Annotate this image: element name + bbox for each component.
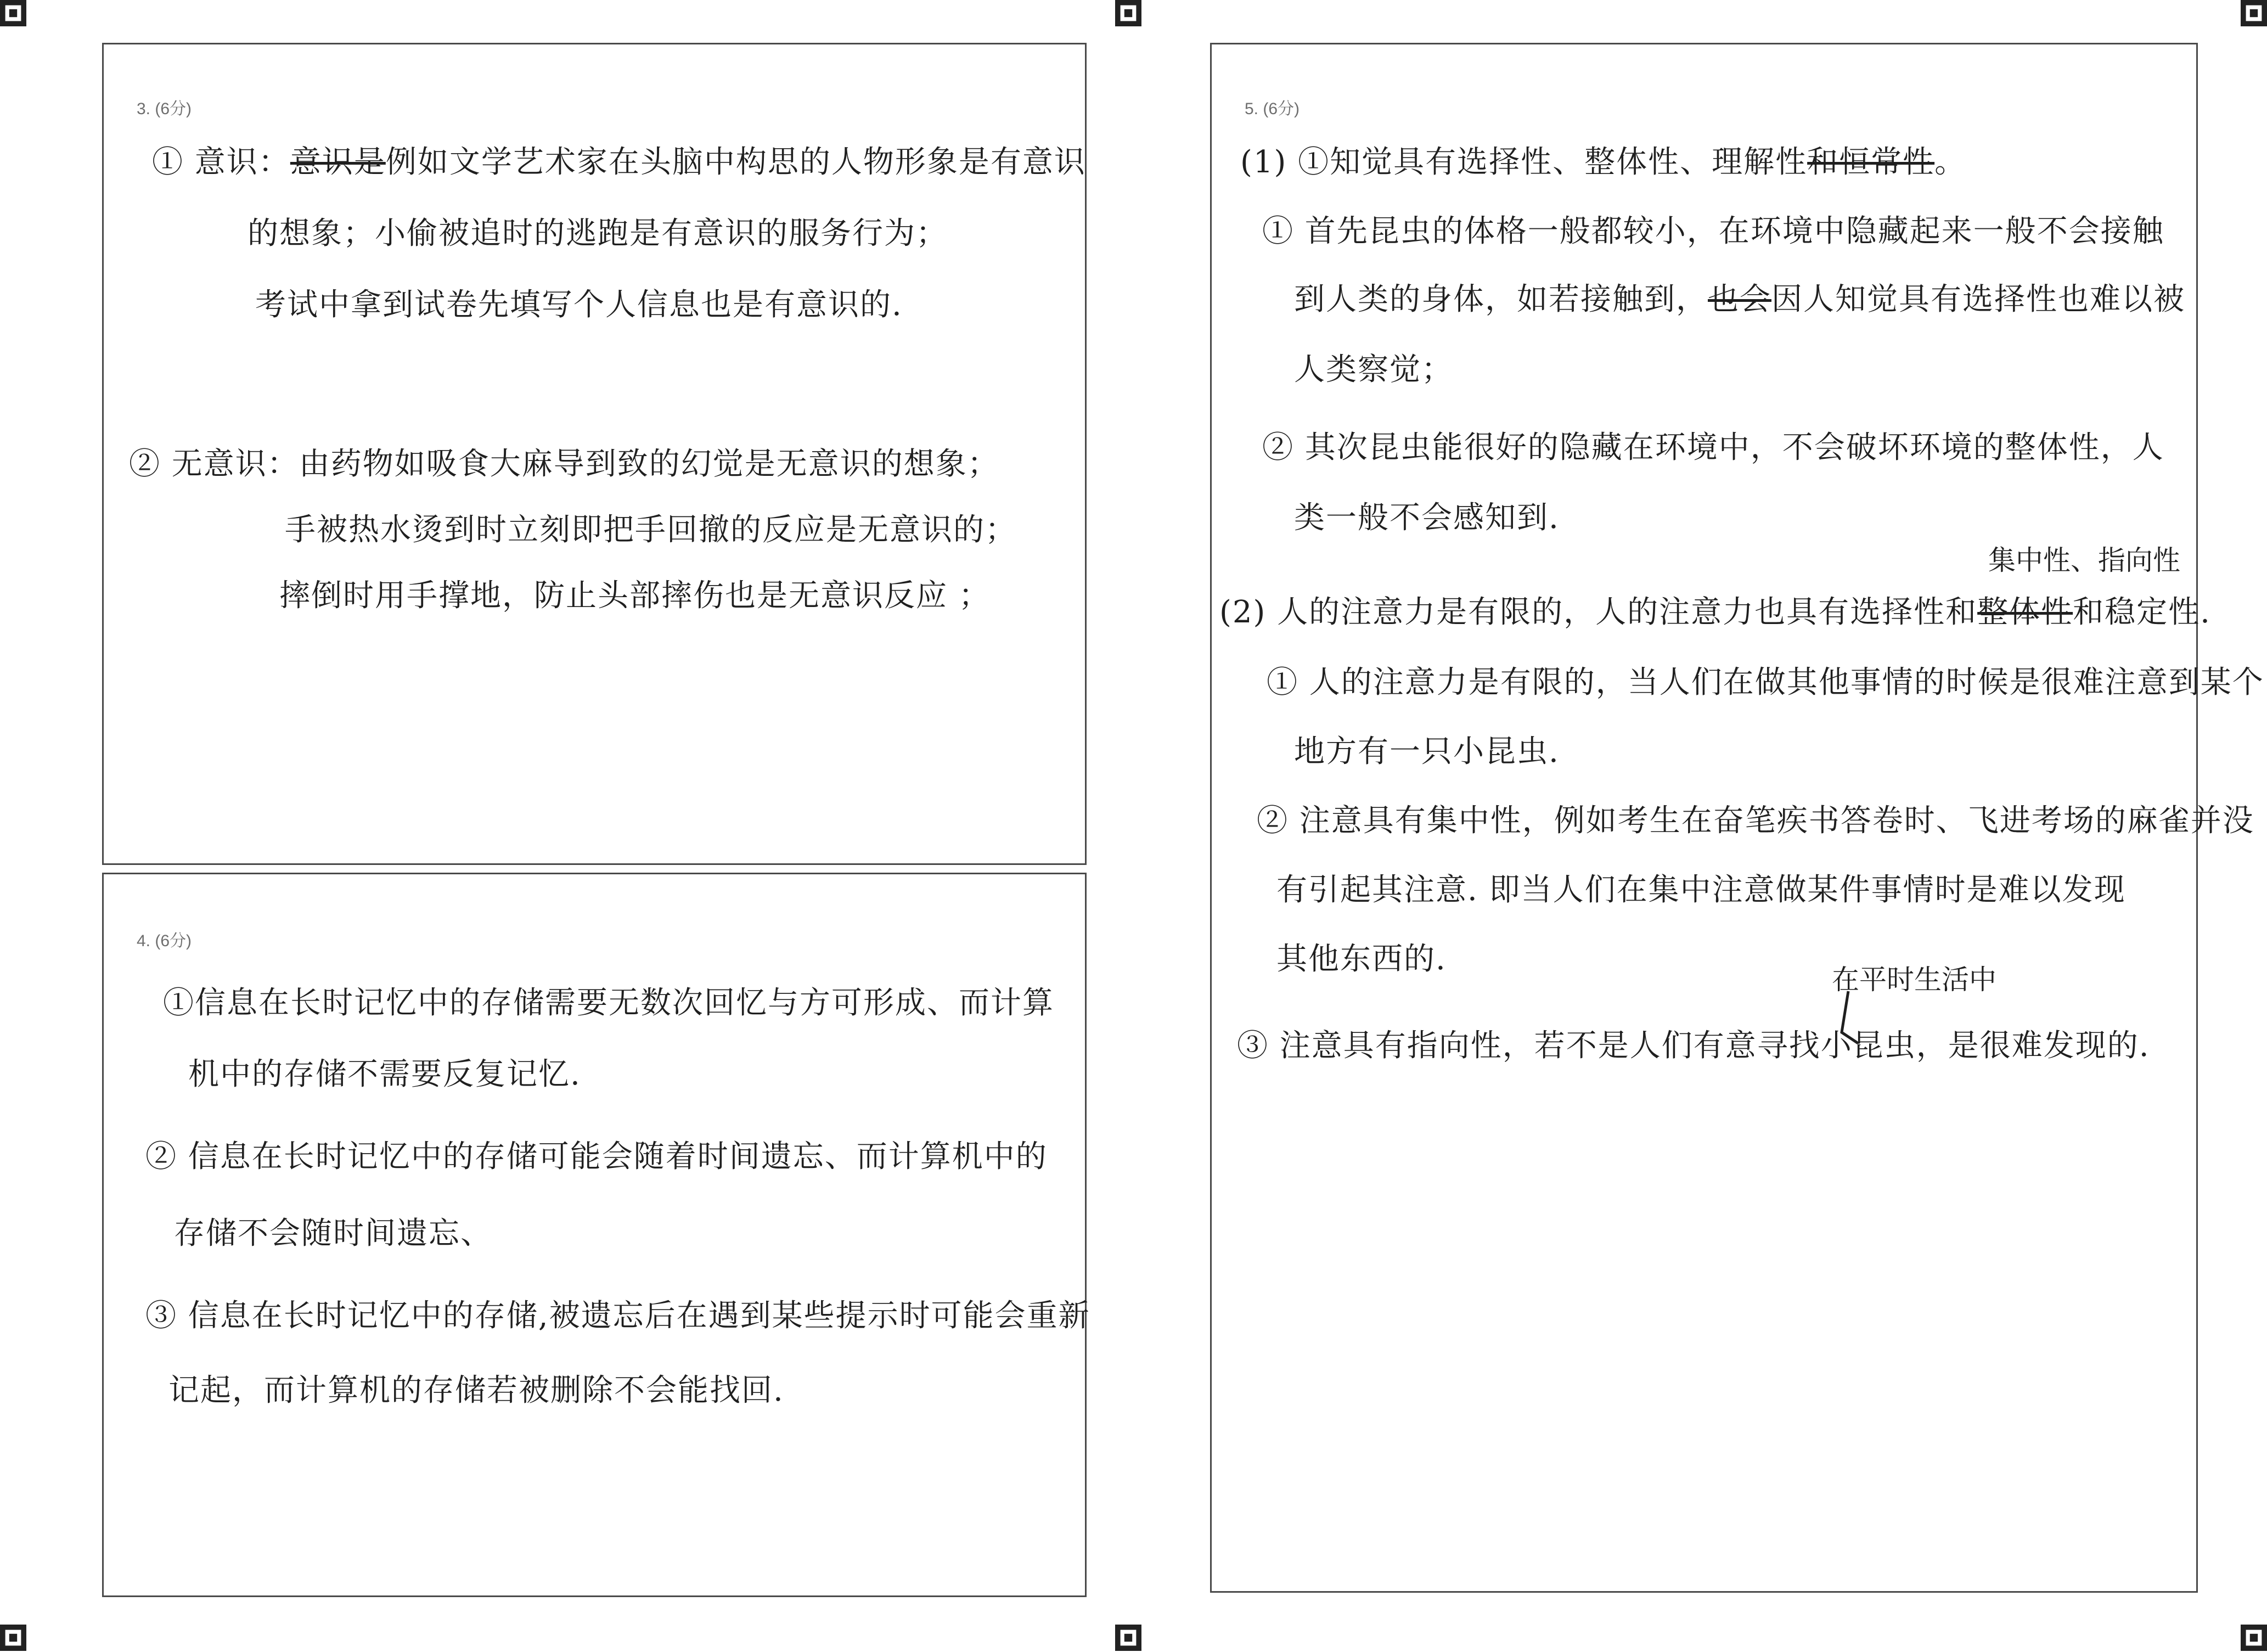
answer-line: ③ 信息在长时记忆中的存储,被遗忘后在遇到某些提示时可能会重新	[145, 1298, 1090, 1334]
answer-line: 地方有一只小昆虫.	[1294, 734, 1560, 769]
answer-line: 人类察觉；	[1294, 352, 1453, 387]
answer-line: ① 人的注意力是有限的，当人们在做其他事情的时候是很难注意到某个	[1267, 665, 2264, 700]
answer-line	[1219, 588, 2211, 632]
corner-marker	[2241, 0, 2267, 26]
corner-marker	[1115, 1625, 1141, 1651]
struck-text: 整体性	[1977, 594, 2073, 630]
answer-text: ① 意识：	[152, 144, 290, 180]
answer-line: 类一般不会感知到.	[1294, 500, 1560, 536]
answer-line: 手被热水烫到时立刻即把手回撤的反应是无意识的；	[285, 512, 1017, 548]
corner-marker	[0, 1625, 26, 1651]
answer-text: 到人类的身体，如若接触到，	[1294, 282, 1708, 317]
answer-line: ③ 注意具有指向性，若不是人们有意寻找小昆虫，是很难发现的.	[1237, 1028, 2150, 1064]
answer-line: 存储不会随时间遗忘、	[174, 1216, 492, 1251]
answer-line: 摔倒时用手撑地，防止头部摔伤也是无意识反应 ；	[279, 578, 991, 614]
answer-line: 的想象；小偷被追时的逃跑是有意识的服务行为；	[247, 216, 948, 251]
corner-marker	[2241, 1625, 2267, 1651]
answer-line: 其他东西的.	[1276, 941, 1447, 977]
corner-marker	[1115, 0, 1141, 26]
question-label: 5. (6分)	[1245, 100, 1300, 118]
answer-line: ② 信息在长时记忆中的存储可能会随着时间遗忘、而计算机中的	[145, 1139, 1048, 1175]
answer-line	[1240, 138, 1966, 182]
struck-text: 意识是	[290, 144, 386, 180]
answer-line: ② 无意识：由药物如吸食大麻导到致的幻觉是无意识的想象；	[129, 446, 999, 482]
corner-marker	[0, 0, 26, 26]
question-label: 3. (6分)	[137, 100, 192, 118]
answer-line: ① 首先昆虫的体格一般都较小，在环境中隐藏起来一般不会接触	[1262, 213, 2164, 249]
answer-line: 有引起其注意. 即当人们在集中注意做某件事情时是难以发现	[1276, 872, 2126, 908]
answer-box-q5	[1210, 43, 2264, 1593]
struck-text: 也会	[1708, 282, 1771, 317]
answer-text: 因人知觉具有选择性也难以被	[1771, 282, 2185, 317]
answer-line: 考试中拿到试卷先填写个人信息也是有意识的.	[255, 287, 903, 323]
answer-line: 机中的存储不需要反复记忆.	[188, 1057, 581, 1092]
answer-line: ② 注意具有集中性，例如考生在奋笔疾书答卷时、飞进考场的麻雀并没	[1257, 803, 2254, 839]
question-label: 4. (6分)	[137, 932, 192, 950]
struck-text: 和恒常性	[1807, 144, 1935, 180]
answer-line: 记起，而计算机的存储若被删除不会能找回.	[168, 1373, 784, 1408]
answer-text: 和稳定性.	[2073, 594, 2211, 630]
answer-box-q3	[102, 43, 1087, 865]
answer-line: ①信息在长时记忆中的存储需要无数次回忆与方可形成、而计算	[163, 985, 1054, 1021]
answer-text: 例如文学艺术家在头脑中构思的人物形象是有意识	[385, 144, 1086, 180]
answer-text: (2) 人的注意力是有限的，人的注意力也具有选择性和	[1219, 594, 1978, 630]
margin-note: 集中性、指向性	[1988, 544, 2180, 576]
answer-line	[1294, 275, 2185, 319]
answer-box-q4	[102, 873, 1090, 1597]
answer-line	[152, 138, 1086, 182]
answer-text: 。	[1934, 144, 1967, 180]
answer-text: (1) ①知觉具有选择性、整体性、理解性	[1240, 144, 1808, 180]
answer-line: ② 其次昆虫能很好的隐藏在环境中，不会破坏环境的整体性，人	[1262, 430, 2164, 465]
insertion-note: 在平时生活中	[1832, 964, 1996, 996]
